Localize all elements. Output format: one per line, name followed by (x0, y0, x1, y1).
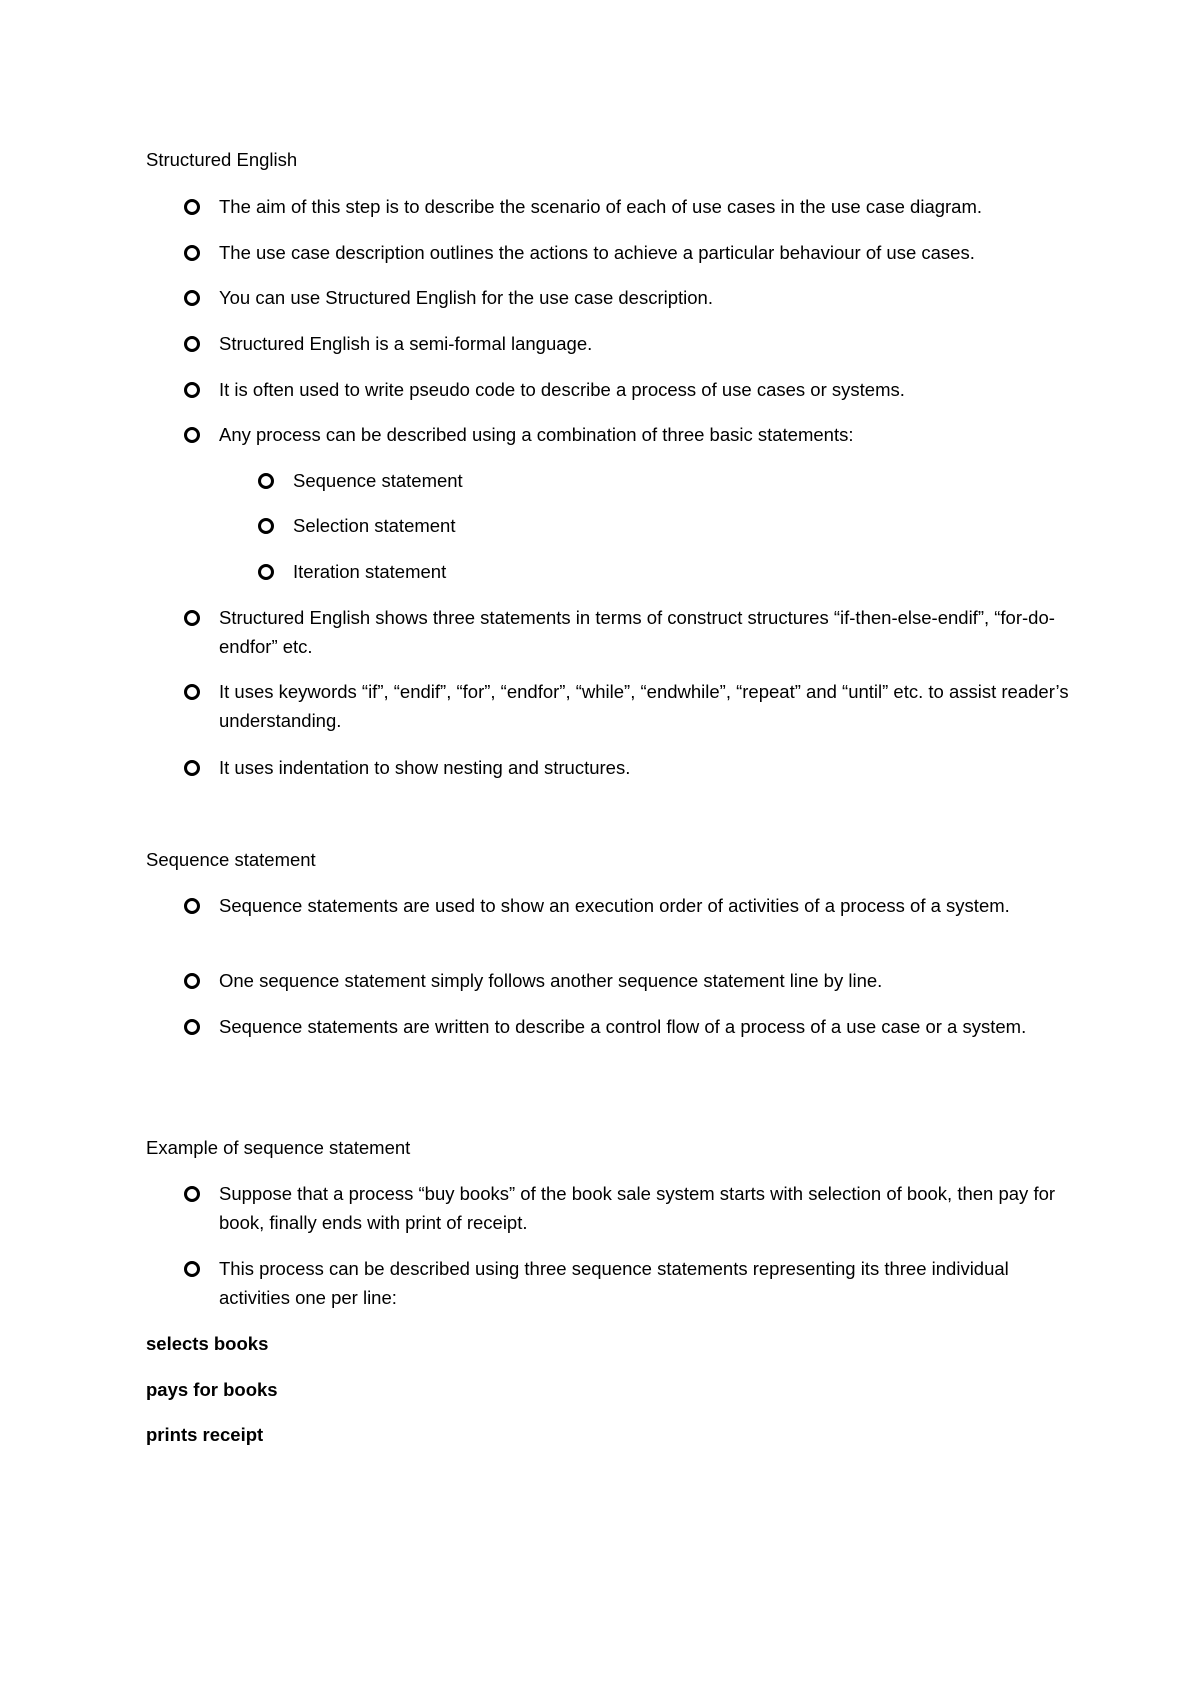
circle-bullet-icon (184, 898, 200, 914)
circle-bullet-icon (184, 199, 200, 215)
list-item (184, 753, 1084, 782)
circle-bullet-icon (184, 610, 200, 626)
list-item (184, 1012, 1064, 1041)
list-item (184, 283, 1084, 312)
circle-bullet-icon (184, 245, 200, 261)
list-item-text: Structured English shows three statements in terms of construct structures “if-then-else-endif”, “for-do-endfor” etc. (219, 607, 1055, 657)
sub-list-item-text: Sequence statement (293, 470, 463, 491)
circle-bullet-icon (184, 1261, 200, 1277)
sub-list-item (258, 557, 958, 586)
circle-bullet-icon (184, 760, 200, 776)
list-item (184, 603, 1064, 661)
list-item (184, 1254, 1044, 1312)
list-item (184, 375, 1084, 404)
code-line: selects books (146, 1333, 269, 1354)
list-item-text: The use case description outlines the actions to achieve a particular behaviour of use cases. (219, 242, 975, 263)
circle-bullet-icon (184, 336, 200, 352)
code-line: pays for books (146, 1379, 278, 1400)
list-item-text: Sequence statements are used to show an execution order of activities of a process of a system. (219, 895, 1010, 916)
list-item (184, 1179, 1064, 1237)
circle-bullet-icon (258, 564, 274, 580)
list-item-text: Suppose that a process “buy books” of the book sale system starts with selection of book, then pay for book, finally ends with print of receipt. (219, 1183, 1056, 1233)
list-item-text: Sequence statements are written to describe a control flow of a process of a use case or a system. (219, 1016, 1027, 1037)
list-item-text: This process can be described using three sequence statements representing its three individual activities one per line: (219, 1258, 1009, 1308)
list-item (184, 677, 1084, 735)
list-item (184, 891, 1044, 920)
sub-list-item (258, 511, 958, 540)
list-item (184, 238, 1084, 267)
list-item-text: Any process can be described using a combination of three basic statements: (219, 424, 854, 445)
list-item-text: You can use Structured English for the use case description. (219, 287, 713, 308)
section-heading-structured-english: Structured English (146, 149, 298, 170)
circle-bullet-icon (184, 973, 200, 989)
section-heading-example-of-sequence-statement: Example of sequence statement (146, 1137, 411, 1158)
list-item-text: One sequence statement simply follows another sequence statement line by line. (219, 970, 883, 991)
list-item-text: It uses indentation to show nesting and structures. (219, 757, 631, 778)
circle-bullet-icon (184, 684, 200, 700)
sub-list-item-text: Selection statement (293, 515, 456, 536)
circle-bullet-icon (184, 427, 200, 443)
code-line: prints receipt (146, 1424, 264, 1445)
sub-list-item (258, 466, 958, 495)
circle-bullet-icon (184, 382, 200, 398)
list-item-text: It is often used to write pseudo code to describe a process of use cases or systems. (219, 379, 905, 400)
list-item-text: Structured English is a semi-formal language. (219, 333, 593, 354)
list-item-text: The aim of this step is to describe the scenario of each of use cases in the use case diagram. (219, 196, 983, 217)
circle-bullet-icon (258, 473, 274, 489)
circle-bullet-icon (184, 1019, 200, 1035)
circle-bullet-icon (184, 1186, 200, 1202)
circle-bullet-icon (258, 518, 274, 534)
sub-list-item-text: Iteration statement (293, 561, 447, 582)
list-item (184, 192, 1084, 221)
list-item (184, 966, 1084, 995)
list-item (184, 420, 1084, 449)
circle-bullet-icon (184, 290, 200, 306)
list-item-text: It uses keywords “if”, “endif”, “for”, “endfor”, “while”, “endwhile”, “repeat” and “until” etc. to assist reader’s understanding. (219, 681, 1069, 731)
list-item (184, 329, 1084, 358)
section-heading-sequence-statement: Sequence statement (146, 849, 316, 870)
